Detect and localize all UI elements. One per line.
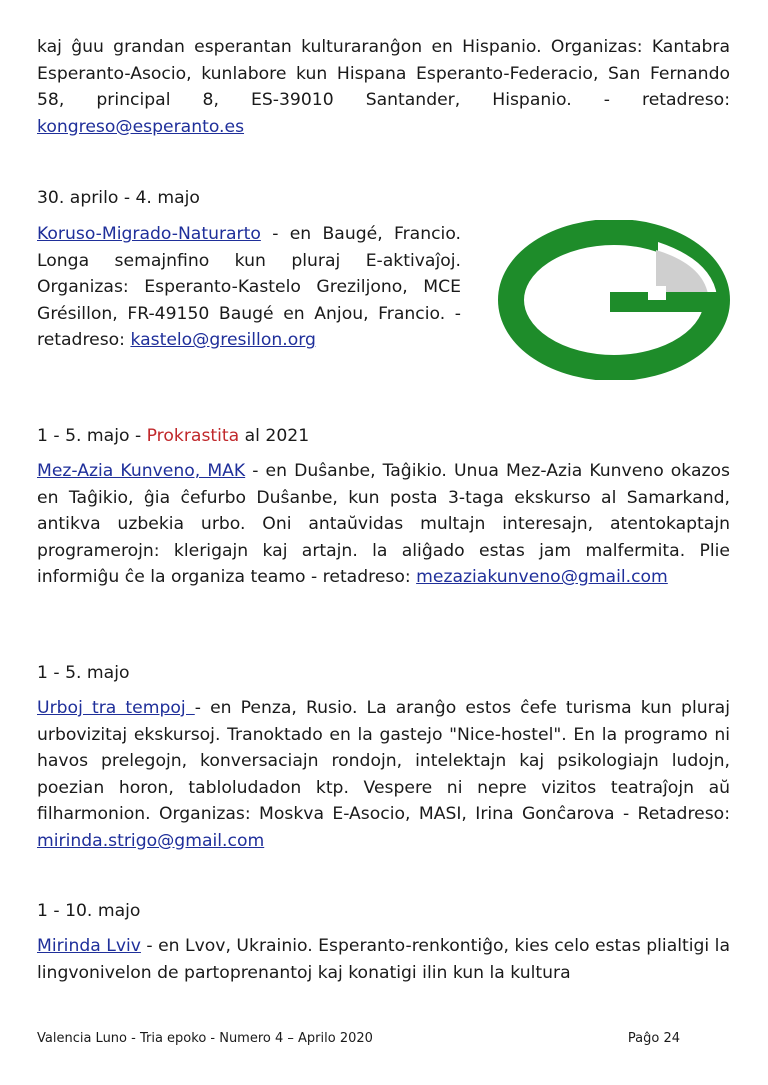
event-date-text: 1 - 5. majo - <box>37 426 147 446</box>
event-date <box>37 423 309 450</box>
footer-page-number: Paĝo 24 <box>627 1031 680 1046</box>
event-link[interactable]: Mirinda Lviv <box>37 936 141 956</box>
event-paragraph <box>37 933 730 986</box>
event-date-tail: al 2021 <box>239 426 310 446</box>
event-email-link[interactable]: mirinda.strigo@gmail.com <box>37 830 265 851</box>
event-link[interactable]: Koruso-Migrado-Naturarto <box>37 224 261 244</box>
postponed-note: Prokrastita <box>146 426 240 446</box>
event-paragraph <box>37 221 461 354</box>
event-paragraph <box>37 695 730 854</box>
footer-publication: Valencia Luno - Tria epoko - Numero 4 – Aprilo 2020 <box>37 1031 373 1046</box>
intro-text: kaj ĝuu grandan esperantan kulturaranĝon en Hispanio. Organizas: Kantabra Esperanto-Asocio, kunlabore kun Hispana Esperanto-Federacio, San Fernando 58, principal 8, ES-39010 Santander, Hispanio. - retadreso: <box>37 37 730 110</box>
intro-email-link[interactable]: kongreso@esperanto.es <box>37 116 245 137</box>
event-date: 1 - 5. majo <box>37 663 130 683</box>
event-email-link[interactable]: kastelo@gresillon.org <box>130 330 316 350</box>
event-link[interactable]: Mez-Azia Kunveno, MAK <box>37 461 246 481</box>
event-link[interactable]: Urboj tra tempoj <box>37 698 195 718</box>
event-date: 1 - 10. majo <box>37 901 141 921</box>
event-text: - en Lvov, Ukrainio. Esperanto-renkontiĝo, kies celo estas plialtigi la lingvonivelon de partoprenantoj kaj konatigi ilin kun la kultura <box>37 936 730 983</box>
event-text: - en Baugé, Francio. Longa semajnfino kun pluraj E-aktivaĵoj. Organizas: Esperanto-Kastelo Greziljono, MCE Grésillon, FR-49150 Baugé en Anjou, Francio. - retadreso: <box>37 224 461 350</box>
event-email-link[interactable]: mezaziakunveno@gmail.com <box>416 567 668 587</box>
event-text: - en Penza, Rusio. La aranĝo estos ĉefe turisma kun pluraj urbovizitaj ekskursoj. Tranoktado en la gastejo "Nice-hostel". En la programo ni havos prelegojn, konversaciajn rondojn, intelektajn kaj psikologiajn ludojn, poezian horon, tabloludadon ktp. Vespere ni nepre vizitos teatraĵojn aŭ filharmonion. Organizas: Moskva E-Asocio, MASI, Irina Gonĉarova - Retadreso: <box>37 698 730 824</box>
page-footer <box>37 1030 680 1048</box>
event-text: - en Duŝanbe, Taĝikio. Unua Mez-Azia Kunveno okazos en Taĝikio, ĝia ĉefurbo Duŝanbe, kun posta 3-taga ekskurso al Samarkand, antikva uzbekia urbo. Oni antaŭvidas multajn interesajn, atentokaptajn programerojn: klerigajn kaj artajn. la aliĝado estas jam malfermita. Plie informiĝu ĉe la organiza teamo - retadreso: <box>37 461 730 587</box>
intro-paragraph <box>37 34 730 140</box>
event-date: 30. aprilo - 4. majo <box>37 188 200 208</box>
event-paragraph <box>37 458 730 591</box>
esperanto-logo-image <box>498 220 730 380</box>
